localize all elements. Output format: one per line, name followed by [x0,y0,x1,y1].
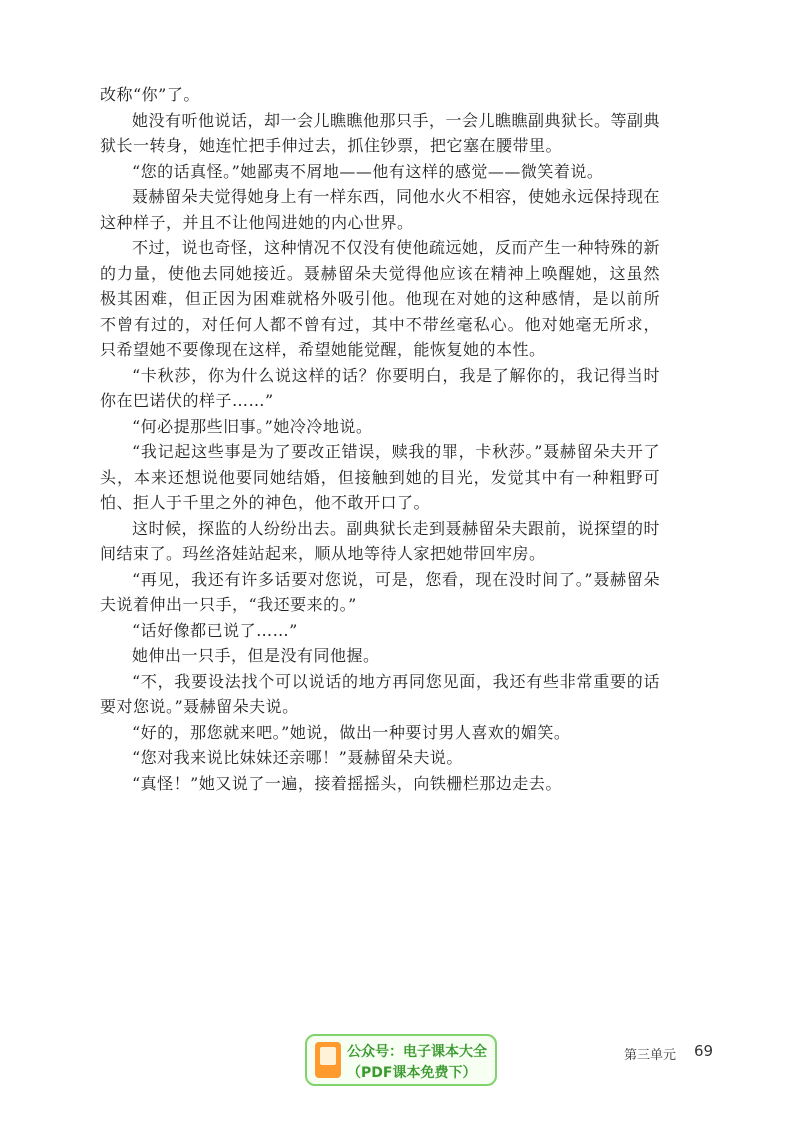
paragraph: 改称“你”了。 [100,85,200,104]
paragraph: 她没有听他说话，却一会儿瞧瞧他那只手，一会儿瞧瞧副典狱长。等副典狱长一转身，她连忙把手伸过去，抓住钞票，把它塞在腰带里。 [100,110,661,155]
page-number: 69 [694,1042,714,1060]
paragraph: “我记起这些事是为了要改正错误，赎我的罪，卡秋莎。”聂赫留朵夫开了头，本来还想说他要同她结婚，但接触到她的目光，发觉其中有一种粗野可怕、拒人于千里之外的神色，他不敢开口了。 [100,442,660,512]
body-text [100,82,660,796]
paragraph: 不过，说也奇怪，这种情况不仅没有使他疏远她，反而产生一种特殊的新的力量，使他去同她接近。聂赫留朵夫觉得他应该在精神上唤醒她，这虽然极其困难，但正因为困难就格外吸引他。他现在对她的这种感情，是以前所不曾有过的，对任何人都不曾有过，其中不带丝毫私心。他对她毫无所求，只希望她不要像现在这样，希望她能觉醒，能恢复她的本性。 [100,238,661,359]
paragraph: 她伸出一只手，但是没有同他握。 [132,646,380,665]
paragraph: “话好像都已说了……” [132,620,298,640]
paragraph: “您对我来说比妹妹还亲哪！”聂赫留朵夫说。 [132,748,463,767]
paragraph: “好的，那您就来吧。”她说，做出一种要讨男人喜欢的媚笑。 [132,722,571,742]
paragraph: “卡秋莎，你为什么说这样的话？你要明白，我是了解你的，我记得当时你在巴诺伏的样子……” [100,365,660,410]
watermark-line-1: 公众号：电子课本大全 [347,1044,487,1060]
paragraph: 这时候，探监的人纷纷出去。副典狱长走到聂赫留朵夫跟前，说探望的时间结束了。玛丝洛娃站起来，顺从地等待人家把她带回牢房。 [100,518,661,563]
paragraph: 聂赫留朵夫觉得她身上有一样东西，同他水火不相容，使她永远保持现在这种样子，并且不让他闯进她的内心世界。 [100,187,661,232]
book-icon [315,1042,341,1078]
paragraph: “您的话真怪。”她鄙夷不屑地——他有这样的感觉——微笑着说。 [132,161,604,181]
paragraph: “何必提那些旧事。”她冷冷地说。 [132,416,373,436]
paragraph: “真怪！”她又说了一遍，接着摇摇头，向铁栅栏那边走去。 [132,773,562,793]
watermark-badge [305,1034,497,1086]
unit-label: 第三单元 [624,1048,677,1063]
paragraph: “不，我要设法找个可以说话的地方再同您见面，我还有些非常重要的话要对您说。”聂赫留朵夫说。 [100,671,660,716]
paragraph: “再见，我还有许多话要对您说，可是，您看，现在没时间了。”聂赫留朵夫说着伸出一只手，“我还要来的。” [100,569,660,614]
watermark-line-2: （PDF课本免费下） [347,1065,477,1081]
